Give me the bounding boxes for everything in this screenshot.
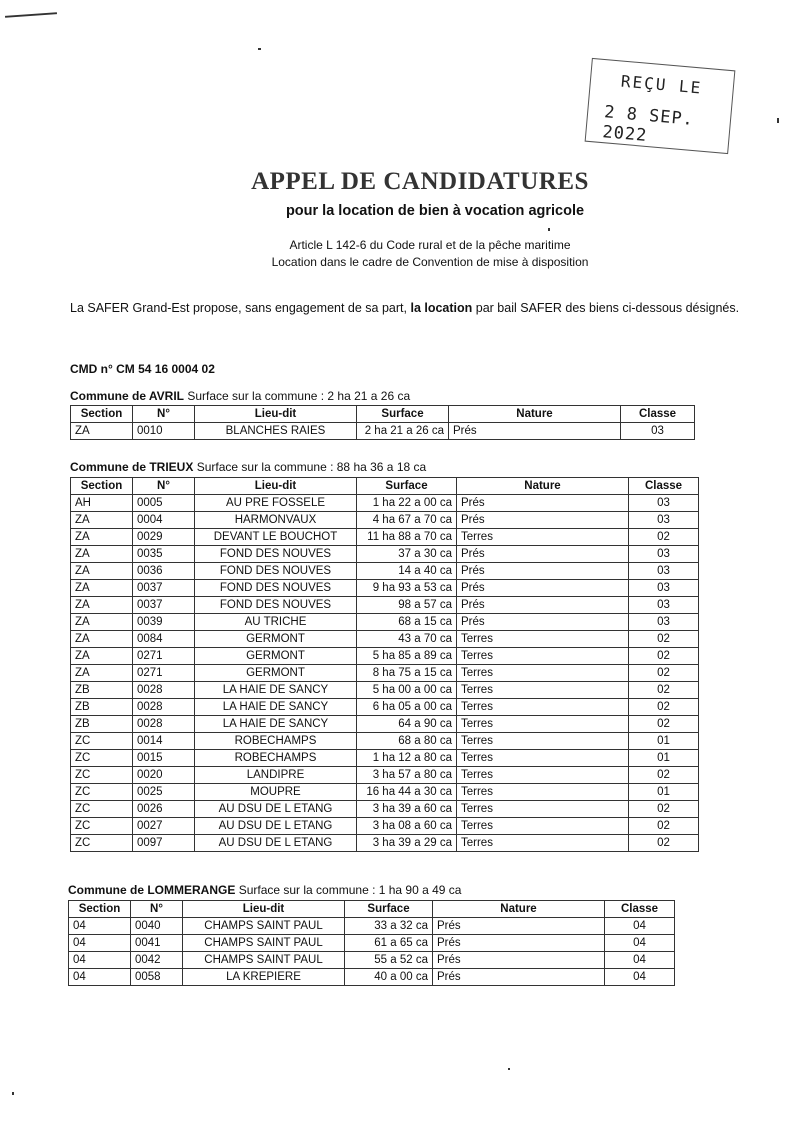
cell-section: ZB [71,716,133,733]
cell-section: 04 [69,969,131,986]
cell-classe: 02 [629,818,699,835]
cell-classe: 02 [629,835,699,852]
cell-surface: 6 ha 05 a 00 ca [357,699,457,716]
cell-nature: Terres [457,767,629,784]
cell-nature: Prés [433,935,605,952]
cell-number: 0028 [133,682,195,699]
cell-classe: 03 [621,423,695,440]
cell-number: 0041 [131,935,183,952]
cell-number: 0028 [133,716,195,733]
cell-surface: 55 a 52 ca [345,952,433,969]
cell-surface: 68 a 80 ca [357,733,457,750]
cell-nature: Terres [457,750,629,767]
table-row [69,952,675,969]
commune-name: Commune de AVRIL [70,389,185,403]
cell-lieu-dit: GERMONT [195,631,357,648]
cell-nature: Prés [457,563,629,580]
cell-classe: 03 [629,614,699,631]
cell-classe: 02 [629,699,699,716]
intro-paragraph [70,301,770,316]
cell-lieu-dit: CHAMPS SAINT PAUL [183,935,345,952]
cell-nature: Terres [457,529,629,546]
cell-nature: Terres [457,716,629,733]
column-header-section: Section [69,901,131,918]
cell-lieu-dit: CHAMPS SAINT PAUL [183,952,345,969]
table-row [71,495,699,512]
column-header-surface: Surface [345,901,433,918]
cell-number: 0014 [133,733,195,750]
cell-classe: 03 [629,563,699,580]
table-row [71,614,699,631]
page-subtitle: pour la location de bien à vocation agricole [285,203,585,219]
table-row [71,682,699,699]
commune-surface: Surface sur la commune : 2 ha 21 a 26 ca [187,389,411,403]
cell-section: ZA [71,580,133,597]
cell-classe: 03 [629,495,699,512]
cell-nature: Prés [457,512,629,529]
cell-section: ZA [71,563,133,580]
commune-surface: Surface sur la commune : 88 ha 36 a 18 ca [196,460,427,474]
cell-section: 04 [69,918,131,935]
cell-nature: Terres [457,648,629,665]
cell-nature: Terres [457,818,629,835]
cell-number: 0271 [133,665,195,682]
cell-lieu-dit: GERMONT [195,665,357,682]
cell-section: ZA [71,614,133,631]
cell-lieu-dit: HARMONVAUX [195,512,357,529]
cell-section: ZA [71,665,133,682]
cell-nature: Terres [457,801,629,818]
cell-number: 0029 [133,529,195,546]
cell-section: ZA [71,648,133,665]
table-row [71,423,695,440]
stamp-label: REÇU LE [620,71,703,98]
cell-nature: Prés [457,614,629,631]
cell-section: ZA [71,546,133,563]
column-header-surface: Surface [357,406,449,423]
column-header-lieu-dit: Lieu-dit [183,901,345,918]
table-row [69,918,675,935]
cell-surface: 11 ha 88 a 70 ca [357,529,457,546]
table-row [71,580,699,597]
cell-nature: Terres [457,682,629,699]
cell-nature: Prés [433,918,605,935]
column-header-nature: Nature [449,406,621,423]
cell-lieu-dit: BLANCHES RAIES [195,423,357,440]
cell-number: 0097 [133,835,195,852]
column-header-number: N° [131,901,183,918]
cell-section: ZC [71,750,133,767]
cell-nature: Prés [457,597,629,614]
cell-number: 0039 [133,614,195,631]
table-header-row [71,478,699,495]
commune-heading [68,883,461,897]
cell-section: 04 [69,952,131,969]
cell-number: 0026 [133,801,195,818]
cell-surface: 3 ha 57 a 80 ca [357,767,457,784]
cell-lieu-dit: AU TRICHE [195,614,357,631]
cell-surface: 3 ha 39 a 29 ca [357,835,457,852]
column-header-lieu-dit: Lieu-dit [195,406,357,423]
table-row [71,835,699,852]
received-stamp [585,58,736,154]
cell-number: 0027 [133,818,195,835]
article-reference: Article L 142-6 du Code rural et de la pêche maritime [289,238,571,252]
cell-lieu-dit: FOND DES NOUVES [195,597,357,614]
cell-classe: 04 [605,935,675,952]
commune-heading [70,389,410,403]
cell-classe: 04 [605,918,675,935]
cell-number: 0004 [133,512,195,529]
cell-classe: 01 [629,733,699,750]
cell-lieu-dit: MOUPRE [195,784,357,801]
cell-section: ZB [71,699,133,716]
intro-text-start: La SAFER Grand-Est propose, sans engagement de sa part, [70,301,411,315]
cell-surface: 61 a 65 ca [345,935,433,952]
table-row [71,699,699,716]
cell-classe: 03 [629,580,699,597]
table-row [71,801,699,818]
cell-surface: 3 ha 08 a 60 ca [357,818,457,835]
cell-classe: 01 [629,750,699,767]
cell-surface: 1 ha 12 a 80 ca [357,750,457,767]
cmd-reference: CMD n° CM 54 16 0004 02 [70,362,215,376]
cell-lieu-dit: AU DSU DE L ETANG [195,835,357,852]
cell-nature: Prés [433,969,605,986]
cell-classe: 02 [629,665,699,682]
cell-nature: Prés [457,495,629,512]
column-header-number: N° [133,406,195,423]
commune-name: Commune de LOMMERANGE [68,883,236,897]
cell-surface: 33 a 32 ca [345,918,433,935]
cell-lieu-dit: AU DSU DE L ETANG [195,818,357,835]
cell-surface: 2 ha 21 a 26 ca [357,423,449,440]
cell-surface: 4 ha 67 a 70 ca [357,512,457,529]
cell-section: ZC [71,801,133,818]
column-header-lieu-dit: Lieu-dit [195,478,357,495]
convention-note: Location dans le cadre de Convention de mise à disposition [271,255,589,269]
table-row [71,563,699,580]
cell-number: 0042 [131,952,183,969]
scan-mark [258,48,261,50]
cell-lieu-dit: LANDIPRE [195,767,357,784]
cell-nature: Prés [433,952,605,969]
cell-section: ZA [71,423,133,440]
cell-section: ZA [71,631,133,648]
stamp-date: 2 8 SEP. 2022 [601,102,695,146]
column-header-classe: Classe [621,406,695,423]
scan-mark [12,1092,14,1095]
table-row [71,784,699,801]
cell-classe: 02 [629,716,699,733]
column-header-classe: Classe [629,478,699,495]
cell-surface: 68 a 15 ca [357,614,457,631]
cell-nature: Terres [457,784,629,801]
cell-nature: Terres [457,665,629,682]
cell-section: ZA [71,529,133,546]
commune-name: Commune de TRIEUX [70,460,194,474]
cell-section: ZA [71,512,133,529]
cell-lieu-dit: DEVANT LE BOUCHOT [195,529,357,546]
page-title: APPEL DE CANDIDATURES [251,168,589,195]
cell-surface: 43 a 70 ca [357,631,457,648]
cell-classe: 04 [605,952,675,969]
cell-section: AH [71,495,133,512]
cell-lieu-dit: LA HAIE DE SANCY [195,716,357,733]
cell-number: 0005 [133,495,195,512]
cell-surface: 40 a 00 ca [345,969,433,986]
cell-lieu-dit: FOND DES NOUVES [195,580,357,597]
cell-number: 0040 [131,918,183,935]
cell-nature: Terres [457,631,629,648]
cell-section: ZC [71,784,133,801]
scan-mark [508,1068,510,1070]
cell-classe: 01 [629,784,699,801]
table-row [69,935,675,952]
cell-nature: Prés [449,423,621,440]
table-row [71,750,699,767]
cell-number: 0271 [133,648,195,665]
cell-lieu-dit: LA HAIE DE SANCY [195,699,357,716]
cell-number: 0020 [133,767,195,784]
cell-lieu-dit: LA HAIE DE SANCY [195,682,357,699]
table-row [71,529,699,546]
table-header-row [71,406,695,423]
cell-surface: 5 ha 85 a 89 ca [357,648,457,665]
column-header-section: Section [71,478,133,495]
cell-nature: Terres [457,733,629,750]
cell-lieu-dit: AU PRE FOSSELE [195,495,357,512]
intro-text-bold: la location [410,301,473,315]
cell-number: 0037 [133,580,195,597]
cell-section: ZC [71,835,133,852]
cell-nature: Terres [457,835,629,852]
cell-classe: 04 [605,969,675,986]
cell-nature: Prés [457,580,629,597]
cell-number: 0084 [133,631,195,648]
table-row [71,648,699,665]
table-row [71,716,699,733]
cell-classe: 03 [629,597,699,614]
cell-number: 0036 [133,563,195,580]
cell-surface: 3 ha 39 a 60 ca [357,801,457,818]
cell-lieu-dit: FOND DES NOUVES [195,546,357,563]
commune-surface: Surface sur la commune : 1 ha 90 a 49 ca [238,883,462,897]
column-header-number: N° [133,478,195,495]
table-row [71,733,699,750]
cell-classe: 02 [629,631,699,648]
cell-number: 0037 [133,597,195,614]
commune-heading [70,460,426,474]
scan-mark [777,118,779,123]
table-row [71,665,699,682]
cell-lieu-dit: LA KREPIERE [183,969,345,986]
cell-surface: 37 a 30 ca [357,546,457,563]
parcel-table [68,900,675,986]
cell-number: 0035 [133,546,195,563]
table-header-row [69,901,675,918]
table-row [71,818,699,835]
cell-number: 0010 [133,423,195,440]
cell-number: 0058 [131,969,183,986]
cell-lieu-dit: AU DSU DE L ETANG [195,801,357,818]
cell-surface: 98 a 57 ca [357,597,457,614]
cell-surface: 1 ha 22 a 00 ca [357,495,457,512]
cell-classe: 02 [629,648,699,665]
cell-section: 04 [69,935,131,952]
cell-nature: Prés [457,546,629,563]
cell-section: ZA [71,597,133,614]
table-row [71,597,699,614]
cell-surface: 9 ha 93 a 53 ca [357,580,457,597]
column-header-section: Section [71,406,133,423]
cell-classe: 02 [629,801,699,818]
cell-lieu-dit: FOND DES NOUVES [195,563,357,580]
column-header-surface: Surface [357,478,457,495]
table-row [71,631,699,648]
parcel-table [70,477,699,852]
table-row [69,969,675,986]
scan-mark [5,12,57,18]
cell-classe: 02 [629,529,699,546]
cell-lieu-dit: CHAMPS SAINT PAUL [183,918,345,935]
cell-classe: 02 [629,682,699,699]
cell-number: 0028 [133,699,195,716]
cell-section: ZC [71,767,133,784]
cell-classe: 03 [629,512,699,529]
cell-surface: 14 a 40 ca [357,563,457,580]
cell-lieu-dit: ROBECHAMPS [195,733,357,750]
table-row [71,767,699,784]
cell-section: ZC [71,818,133,835]
scan-mark [548,228,550,231]
cell-surface: 8 ha 75 a 15 ca [357,665,457,682]
cell-number: 0025 [133,784,195,801]
cell-surface: 64 a 90 ca [357,716,457,733]
cell-surface: 16 ha 44 a 30 ca [357,784,457,801]
table-row [71,512,699,529]
column-header-nature: Nature [433,901,605,918]
column-header-classe: Classe [605,901,675,918]
cell-lieu-dit: ROBECHAMPS [195,750,357,767]
cell-number: 0015 [133,750,195,767]
cell-surface: 5 ha 00 a 00 ca [357,682,457,699]
cell-classe: 03 [629,546,699,563]
cell-lieu-dit: GERMONT [195,648,357,665]
cell-section: ZC [71,733,133,750]
cell-section: ZB [71,682,133,699]
parcel-table [70,405,695,440]
table-row [71,546,699,563]
column-header-nature: Nature [457,478,629,495]
cell-nature: Terres [457,699,629,716]
cell-classe: 02 [629,767,699,784]
intro-text-end: par bail SAFER des biens ci-dessous désignés. [472,301,740,315]
